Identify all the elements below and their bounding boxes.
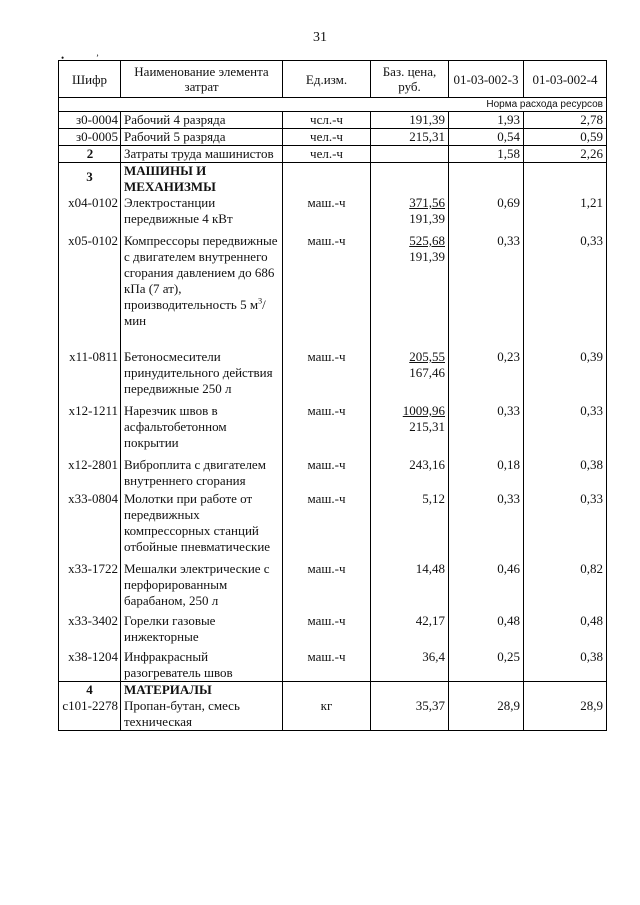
row-name: Рабочий 4 разряда [121,112,283,129]
row-price: 205,55 [409,349,445,364]
row-price-secondary: 191,39 [409,249,445,264]
row-code: х33-1722 [59,555,121,609]
row-value-1: 0,33 [449,227,524,343]
row-name: Молотки при работе от передвижных компрессорных станций отбойные пневматические [121,489,283,555]
table-row [59,609,607,645]
row-value-1: 0,25 [449,645,524,682]
row-value-2: 0,82 [524,555,607,609]
table-row [59,146,607,163]
table-row [59,555,607,609]
row-value-1: 1,58 [449,146,524,163]
row-value-1: 0,33 [449,397,524,451]
norma-label: Норма расхода ресурсов [59,98,607,112]
row-unit: маш.-ч [283,227,371,343]
row-value-1: 1,93 [449,112,524,129]
table-row [59,698,607,731]
row-code: з0-0004 [59,112,121,129]
section-number: 3 [59,163,121,196]
scan-mark-dot: • [61,53,65,63]
row-value-2: 0,33 [524,397,607,451]
row-value-1: 28,9 [449,698,524,731]
row-unit: чел.-ч [283,146,371,163]
row-code: х05-0102 [59,227,121,343]
header-unit: Ед.изм. [283,61,371,98]
row-unit: чел.-ч [283,129,371,146]
norma-row [59,98,607,112]
row-name: Компрессоры передвижные с двигателем внутреннего сгорания давлением до 686 кПа (7 ат), производительность 5 м [124,233,278,312]
row-unit: маш.-ч [283,451,371,489]
row-price [371,146,449,163]
row-price: 243,16 [371,451,449,489]
row-value-1: 0,18 [449,451,524,489]
row-value-2: 0,38 [524,451,607,489]
table-row [59,397,607,451]
row-unit: маш.-ч [283,397,371,451]
row-value-1: 0,46 [449,555,524,609]
row-name: Пропан-бутан, смесь техническая [121,698,283,731]
row-unit: чсл.-ч [283,112,371,129]
section-number: 4 [59,682,121,699]
row-code: х38-1204 [59,645,121,682]
row-value-1: 0,69 [449,195,524,227]
table-row [59,645,607,682]
row-name-tail: /мин [124,297,266,328]
row-unit: маш.-ч [283,489,371,555]
section-row [59,682,607,699]
row-value-2: 2,26 [524,146,607,163]
row-price: 215,31 [371,129,449,146]
row-name: Горелки газовые инжекторные [121,609,283,645]
section-title: МАШИНЫ И МЕХАНИЗМЫ [121,163,283,196]
row-value-2: 0,33 [524,227,607,343]
row-price: 191,39 [371,112,449,129]
row-unit: маш.-ч [283,343,371,397]
row-value-1: 0,48 [449,609,524,645]
row-unit: маш.-ч [283,555,371,609]
row-price: 5,12 [371,489,449,555]
row-code: х12-1211 [59,397,121,451]
row-name: Виброплита с двигателем внутреннего сгорания [121,451,283,489]
table-row [59,489,607,555]
table-row [59,343,607,397]
row-unit: маш.-ч [283,645,371,682]
row-value-2: 0,48 [524,609,607,645]
row-value-2: 28,9 [524,698,607,731]
row-price: 36,4 [371,645,449,682]
row-value-2: 0,59 [524,129,607,146]
row-value-2: 0,39 [524,343,607,397]
row-code: з0-0005 [59,129,121,146]
table-row [59,195,607,227]
header-col2: 01-03-002-4 [524,61,607,98]
row-code: х33-0804 [59,489,121,555]
scan-mark-tick: ’ [96,53,99,63]
row-price: 525,68 [409,233,445,248]
row-value-1: 0,23 [449,343,524,397]
table-row [59,227,607,343]
row-price: 14,48 [371,555,449,609]
section-row [59,163,607,196]
row-name: Затраты труда машинистов [121,146,283,163]
row-price-secondary: 167,46 [409,365,445,380]
row-unit: кг [283,698,371,731]
row-price-secondary: 215,31 [409,419,445,434]
page-number: 31 [313,30,327,45]
row-code: х04-0102 [59,195,121,227]
section-title: МАТЕРИАЛЫ [121,682,283,699]
header-price: Баз. цена, руб. [371,61,449,98]
row-value-2: 0,33 [524,489,607,555]
row-unit: маш.-ч [283,609,371,645]
row-name: Нарезчик швов в асфальтобетонном покрытии [121,397,283,451]
row-name: Бетоносмесители принудительного действия передвижные 250 л [121,343,283,397]
row-code: х11-0811 [59,343,121,397]
row-unit: маш.-ч [283,195,371,227]
row-code: х33-3402 [59,609,121,645]
row-value-2: 2,78 [524,112,607,129]
row-name: Инфракрасный разогреватель швов [121,645,283,682]
row-code: 2 [59,146,121,163]
table-row [59,112,607,129]
table-header [59,61,607,98]
row-price-secondary: 191,39 [409,211,445,226]
row-price: 371,56 [409,195,445,210]
row-name: Мешалки электрические с перфорированным барабаном, 250 л [121,555,283,609]
row-value-2: 1,21 [524,195,607,227]
row-code: с101-2278 [59,698,121,731]
row-name: Электростанции передвижные 4 кВт [121,195,283,227]
row-name: Рабочий 5 разряда [121,129,283,146]
resource-table [58,60,607,731]
row-price: 42,17 [371,609,449,645]
header-col1: 01-03-002-3 [449,61,524,98]
row-value-1: 0,33 [449,489,524,555]
table-row [59,451,607,489]
row-name-sup: 3 [258,296,263,306]
table-row [59,129,607,146]
row-value-2: 0,38 [524,645,607,682]
header-name: Наименование элемента затрат [121,61,283,98]
row-price: 1009,96 [402,403,445,418]
header-code: Шифр [59,61,121,98]
row-code: х12-2801 [59,451,121,489]
row-price: 35,37 [371,698,449,731]
row-value-1: 0,54 [449,129,524,146]
